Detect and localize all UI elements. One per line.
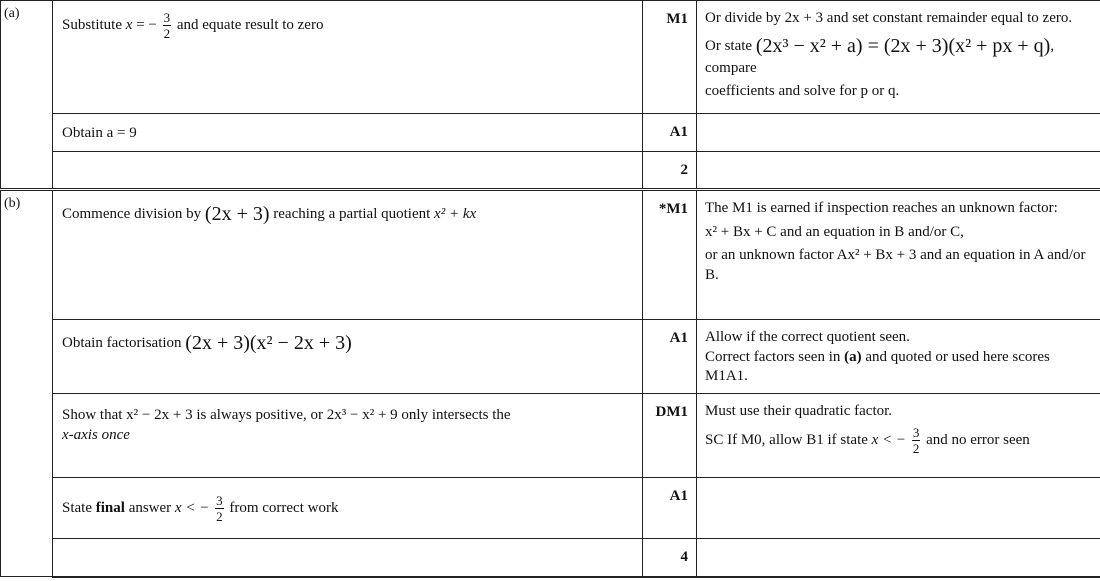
method-cell: Commence division by (2x + 3) reaching a partial quotient x² + kx <box>53 190 643 320</box>
mark-cell: A1 <box>643 114 697 152</box>
guidance-cell: Or divide by 2x + 3 and set constant remainder equal to zero. Or state (2x³ − x² + a) = (2x + 3)(x² + px + q), compare coefficients and solve for p or q. <box>697 1 1100 114</box>
table-row <box>1 152 1100 190</box>
part-label-b: (b) <box>1 190 53 577</box>
table-row <box>1 114 1100 152</box>
mark-total: 2 <box>643 152 697 190</box>
mark-cell: M1 <box>643 1 697 114</box>
table-row <box>1 539 1100 577</box>
table-row <box>1 190 1100 320</box>
fraction: $\frac{3}{2}$ <box>216 493 223 524</box>
guidance-cell: The M1 is earned if inspection reaches an unknown factor: x² + Bx + C and an equation in B and/or C, or an unknown factor Ax² + Bx + 3 and an equation in A and/or B. <box>697 190 1100 320</box>
table-row <box>1 394 1100 478</box>
guidance-cell <box>697 152 1100 190</box>
method-cell <box>53 152 643 190</box>
fraction: $\frac{3}{2}$ <box>912 424 920 456</box>
method-cell: Obtain a = 9 <box>53 114 643 152</box>
table-row <box>1 1 1100 114</box>
fraction: $\frac{3}{2}$ <box>163 10 171 41</box>
table-row <box>1 320 1100 394</box>
guidance-cell <box>697 478 1100 539</box>
method-cell: Substitute x = − $\frac{3}{2}$ and equate result to zero <box>53 1 643 114</box>
table-row <box>1 478 1100 539</box>
mark-cell: A1 <box>643 478 697 539</box>
guidance-cell <box>697 114 1100 152</box>
part-label-a: (a) <box>1 1 53 190</box>
guidance-cell: Allow if the correct quotient seen. Correct factors seen in (a) and quoted or used here scores M1A1. <box>697 320 1100 394</box>
mark-total: 4 <box>643 539 697 577</box>
guidance-cell: Must use their quadratic factor. SC If M0, allow B1 if state x < − $\frac{3}{2}$ and no error seen <box>697 394 1100 478</box>
mark-cell: *M1 <box>643 190 697 320</box>
method-cell: Obtain factorisation (2x + 3)(x² − 2x + 3) <box>53 320 643 394</box>
guidance-cell <box>697 539 1100 577</box>
method-cell <box>53 539 643 577</box>
method-cell: State final answer x < − $\frac{3}{2}$ from correct work <box>53 478 643 539</box>
mark-cell: DM1 <box>643 394 697 478</box>
mark-cell: A1 <box>643 320 697 394</box>
method-cell: Show that x² − 2x + 3 is always positive, or 2x³ − x² + 9 only intersects the x-axis once <box>53 394 643 478</box>
